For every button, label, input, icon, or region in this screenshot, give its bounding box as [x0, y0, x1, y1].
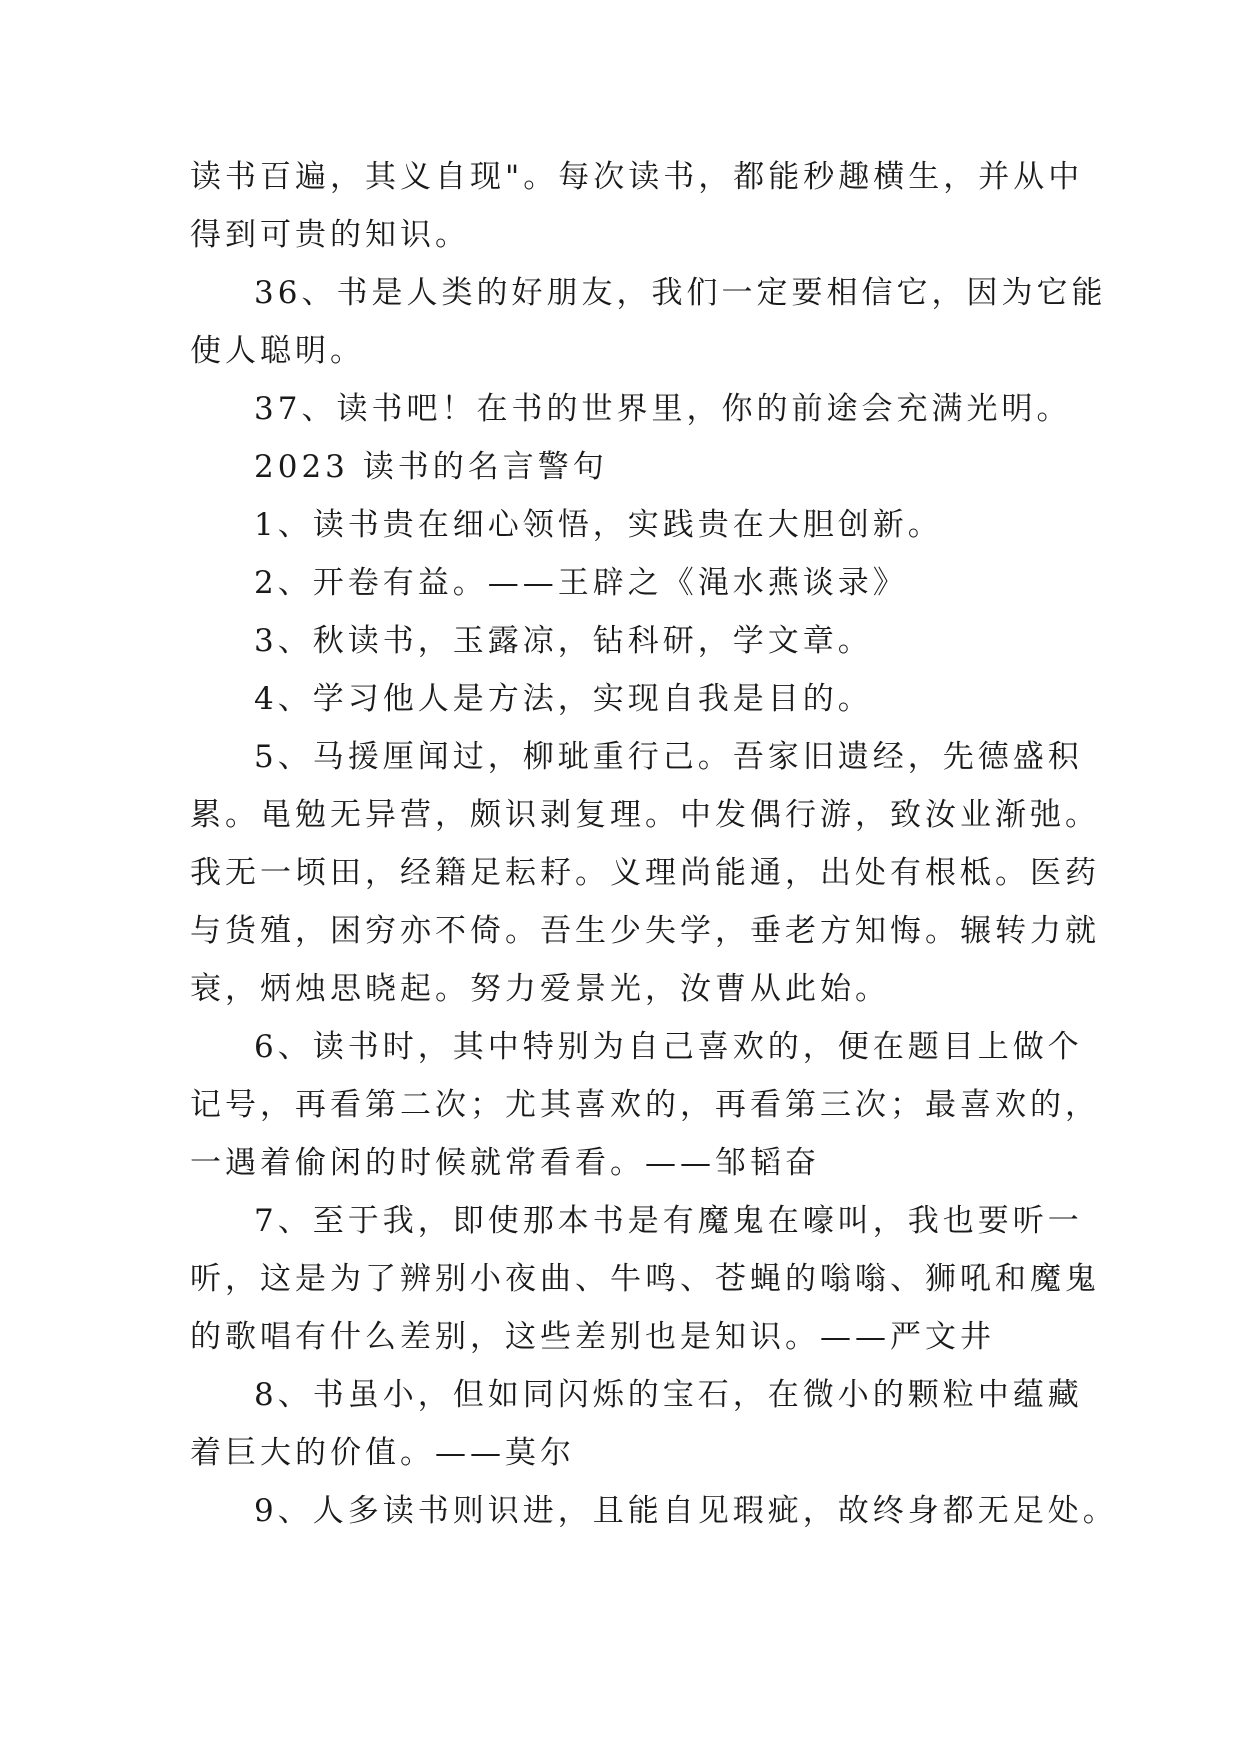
text-line: 听，这是为了辨别小夜曲、牛鸣、苍蝇的嗡嗡、狮吼和魔鬼: [190, 1261, 1100, 1297]
text-line: 着巨大的价值。——莫尔: [190, 1435, 575, 1471]
text-line: 7、至于我，即使那本书是有魔鬼在嚎叫，我也要听一: [254, 1203, 1083, 1239]
text-line: 得到可贵的知识。: [190, 217, 470, 253]
section-heading: 2023 读书的名言警句: [254, 449, 608, 485]
text-line: 4、学习他人是方法，实现自我是目的。: [254, 681, 873, 717]
text-line: 9、人多读书则识进，且能自见瑕疵，故终身都无足处。: [254, 1493, 1118, 1529]
text-line: 累。黾勉无异营，颇识剥复理。中发偶行游，致汝业渐弛。: [190, 797, 1100, 833]
text-line: 5、马援厘闻过，柳玼重行己。吾家旧遗经，先德盛积: [254, 739, 1083, 775]
text-line: 8、书虽小，但如同闪烁的宝石，在微小的颗粒中蕴藏: [254, 1377, 1083, 1413]
text-line: 一遇着偷闲的时候就常看看。——邹韬奋: [190, 1145, 820, 1181]
text-line: 2、开卷有益。——王辟之《渑水燕谈录》: [254, 565, 908, 601]
text-line: 我无一顷田，经籍足耘耔。义理尚能通，出处有根柢。医药: [190, 855, 1100, 891]
text-line: 的歌唱有什么差别，这些差别也是知识。——严文井: [190, 1319, 995, 1355]
text-line: 3、秋读书，玉露凉，钻科研，学文章。: [254, 623, 873, 659]
text-line: 使人聪明。: [190, 333, 365, 369]
text-line: 1、读书贵在细心领悟，实践贵在大胆创新。: [254, 507, 943, 543]
text-line: 37、读书吧！在书的世界里，你的前途会充满光明。: [254, 391, 1072, 427]
text-line: 记号，再看第二次；尤其喜欢的，再看第三次；最喜欢的，: [190, 1087, 1100, 1123]
text-line: 读书百遍，其义自现"。每次读书，都能秒趣横生，并从中: [190, 159, 1084, 195]
text-line: 与货殖，困穷亦不倚。吾生少失学，垂老方知悔。辗转力就: [190, 913, 1100, 949]
text-line: 6、读书时，其中特别为自己喜欢的，便在题目上做个: [254, 1029, 1083, 1065]
text-line: 36、书是人类的好朋友，我们一定要相信它，因为它能: [254, 275, 1107, 311]
text-line: 衰，炳烛思晓起。努力爱景光，汝曹从此始。: [190, 971, 890, 1007]
